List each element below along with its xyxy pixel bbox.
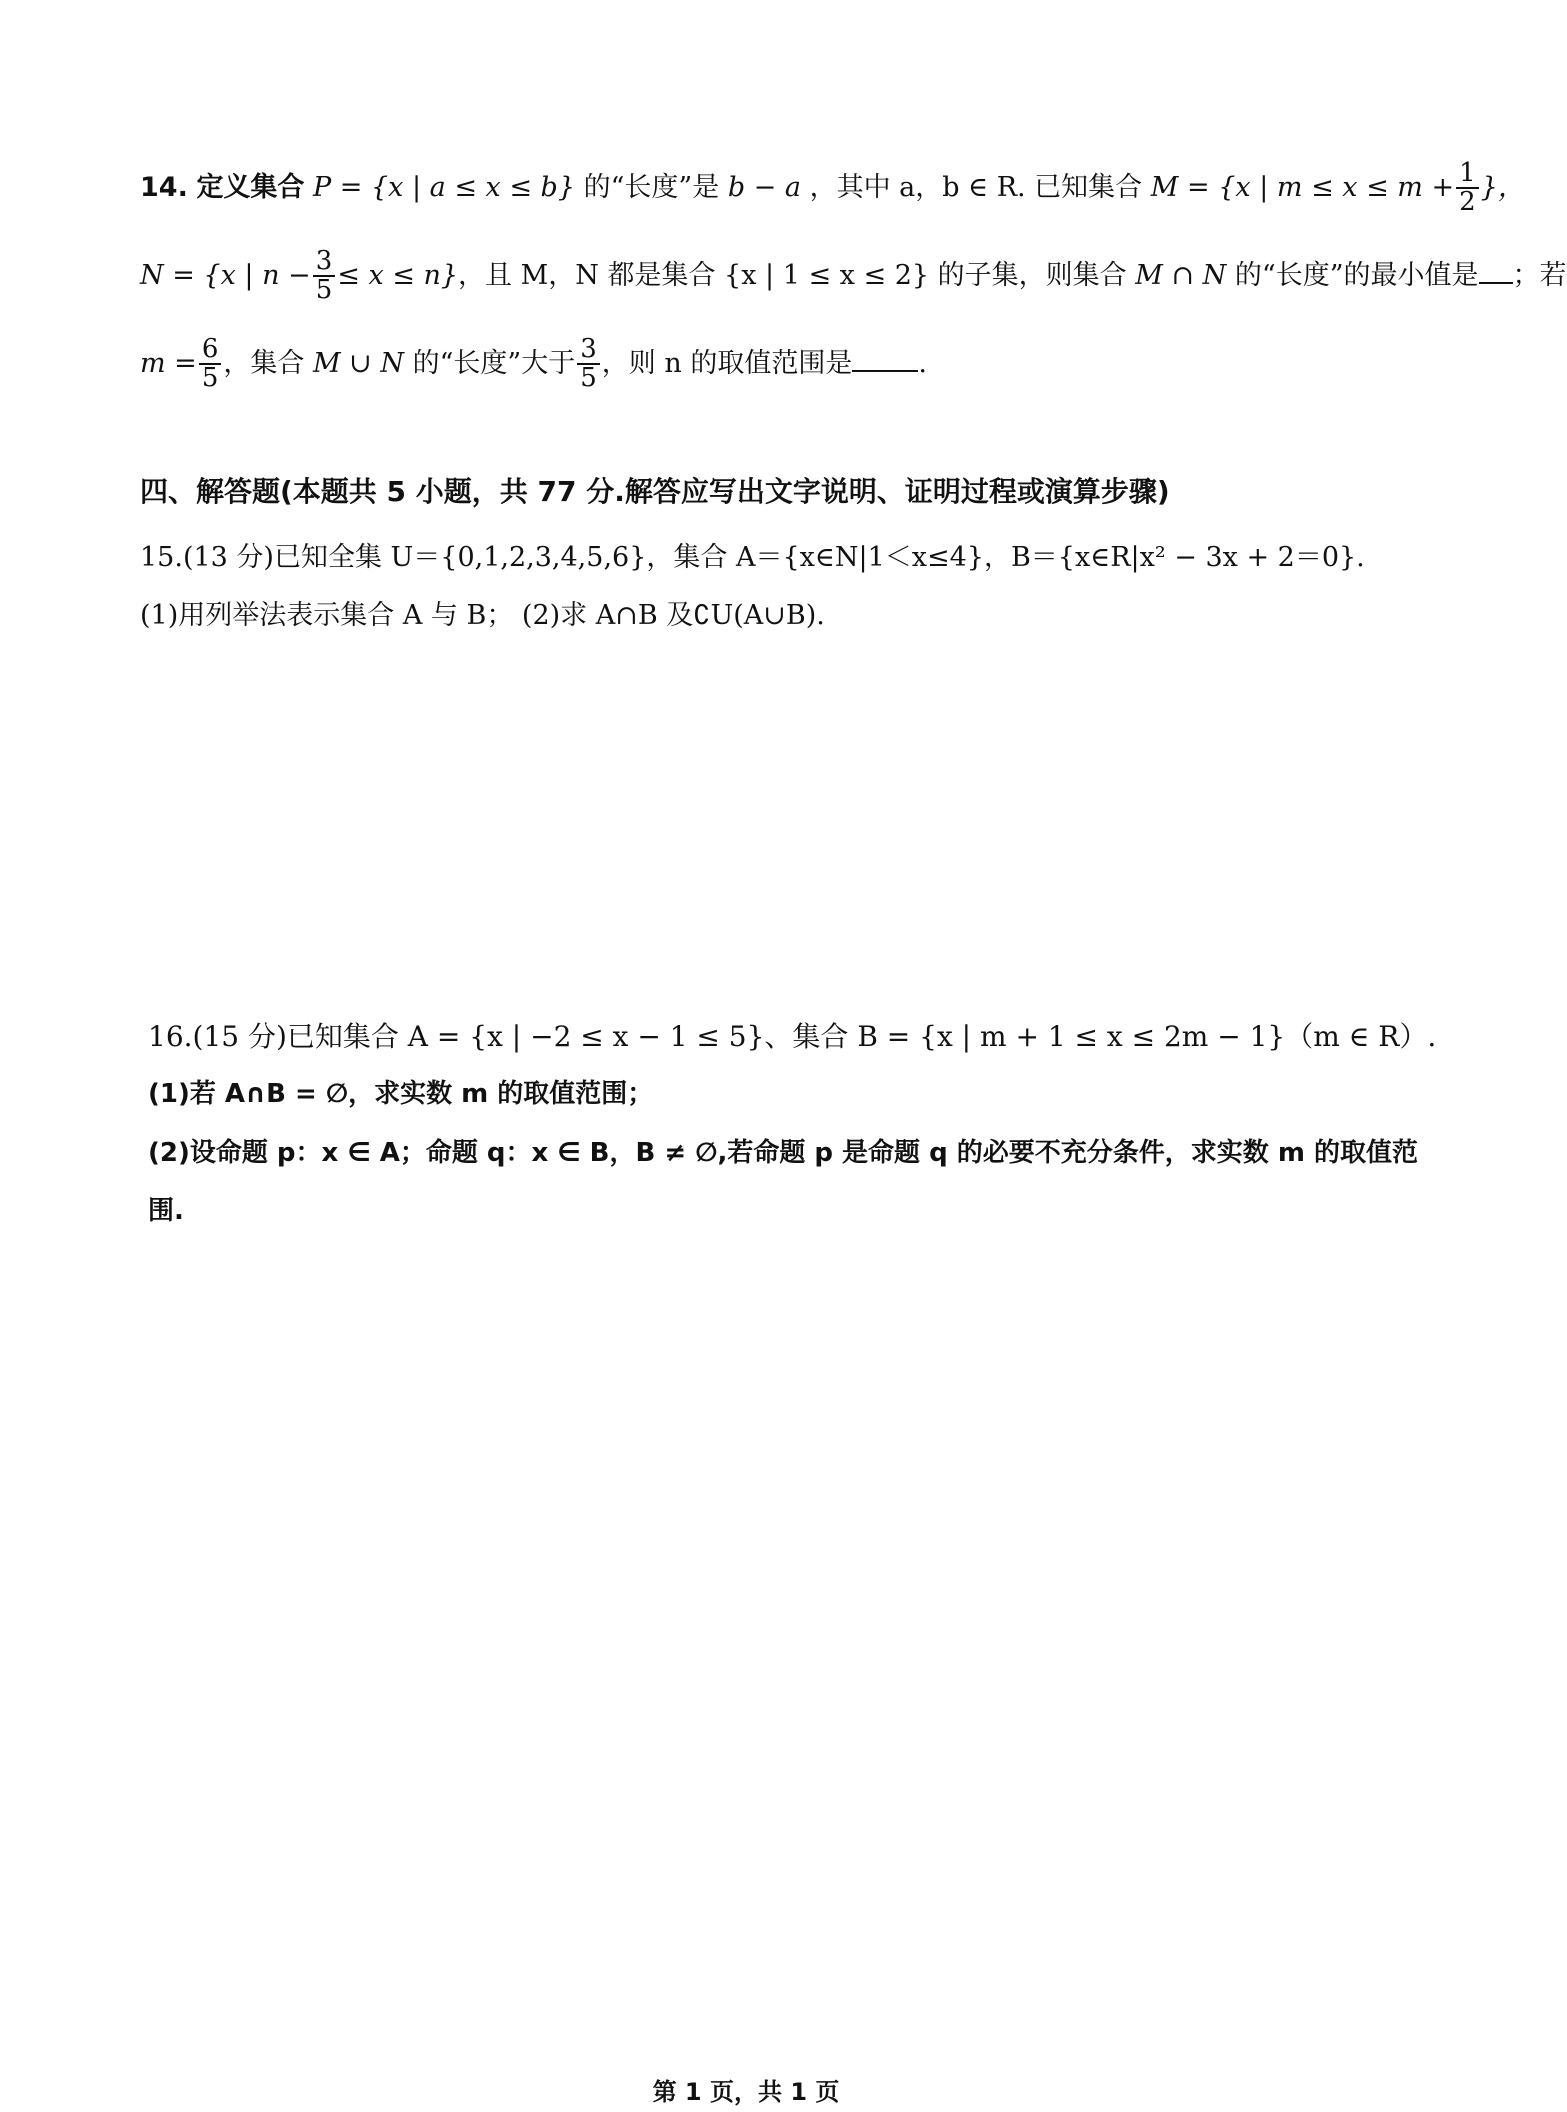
section-heading: 四、解答题(本题共 5 小题，共 77 分.解答应写出文字说明、证明过程或演算步骤) [140,475,1170,508]
q14-set-n: N = {x | n − [140,259,311,291]
q14-text: ，集合 [223,347,305,379]
q14-set-m: M = {x | m ≤ x ≤ m + [1150,171,1455,203]
q14-union: M ∪ N [312,347,405,379]
q14-m-eq: m = [140,347,197,379]
q14-text: ，其中 a，b ∈ R. 已知集合 [809,171,1143,203]
q16-part-2-cont: 围. [148,1196,184,1226]
q14-text: ，则 n 的取值范围是 [601,347,853,379]
fraction-denominator: 5 [577,363,600,392]
q14-text: ，且 M，N 都是集合 {x | 1 ≤ x ≤ 2} 的子集，则集合 [458,259,1127,291]
q14-number: 14. [140,171,188,203]
fraction-numerator: 3 [315,246,333,276]
fraction-numerator: 1 [1459,158,1476,188]
fraction-3-5 [577,336,600,393]
q14-intersection: M ∩ N [1135,259,1227,291]
q16-part-2: (2)设命题 p：x ∈ A；命题 q：x ∈ B，B ≠ ∅,若命题 p 是命题 q 的必要不充分条件，求实数 m 的取值范 [148,1138,1418,1168]
fraction-denominator: 5 [313,275,336,304]
q15-line-2: (1)用列举法表示集合 A 与 B； (2)求 A∩B 及∁U(A∪B). [140,600,825,631]
q14-line-1 [140,160,1525,217]
q14-length-expr: b − a [727,171,801,203]
q14-set-m-close: }， [1480,171,1525,203]
answer-blank-1 [1479,282,1513,284]
q14-text: 定义集合 [196,171,305,203]
fraction-1-2 [1456,160,1479,217]
q16-part-1: (1)若 A∩B = ∅，求实数 m 的取值范围； [148,1079,654,1109]
fraction-numerator: 3 [580,334,597,364]
fraction-numerator: 6 [201,334,219,364]
q14-set-p: P = {x | a ≤ x ≤ b} [313,171,576,203]
page-footer: 第 1 页，共 1 页 [652,2078,840,2106]
q14-text: 的“长度”的最小值是 [1234,259,1479,291]
q15-line-1: 15.(13 分)已知全集 U＝{0,1,2,3,4,5,6}，集合 A＝{x∈N|1＜x≤4}，B＝{x∈R|x² − 3x + 2＝0}. [140,542,1365,573]
fraction-6-5 [199,336,222,393]
fraction-denominator: 5 [199,363,222,392]
q14-text: ；若 [1512,259,1567,291]
q14-text: . [918,347,927,379]
q16-line-1: 16.(15 分)已知集合 A = {x | −2 ≤ x − 1 ≤ 5}、集合 B = {x | m + 1 ≤ x ≤ 2m − 1}（m ∈ R）. [148,1020,1437,1053]
q14-text: 的“长度”是 [583,171,720,203]
q14-set-n-close: ≤ x ≤ n} [337,259,459,291]
answer-blank-2 [852,370,918,372]
fraction-3-5 [313,248,336,305]
fraction-denominator: 2 [1456,187,1479,216]
q14-text: 的“长度”大于 [412,347,576,379]
q14-line-2 [140,248,1567,305]
q14-line-3 [140,336,927,393]
